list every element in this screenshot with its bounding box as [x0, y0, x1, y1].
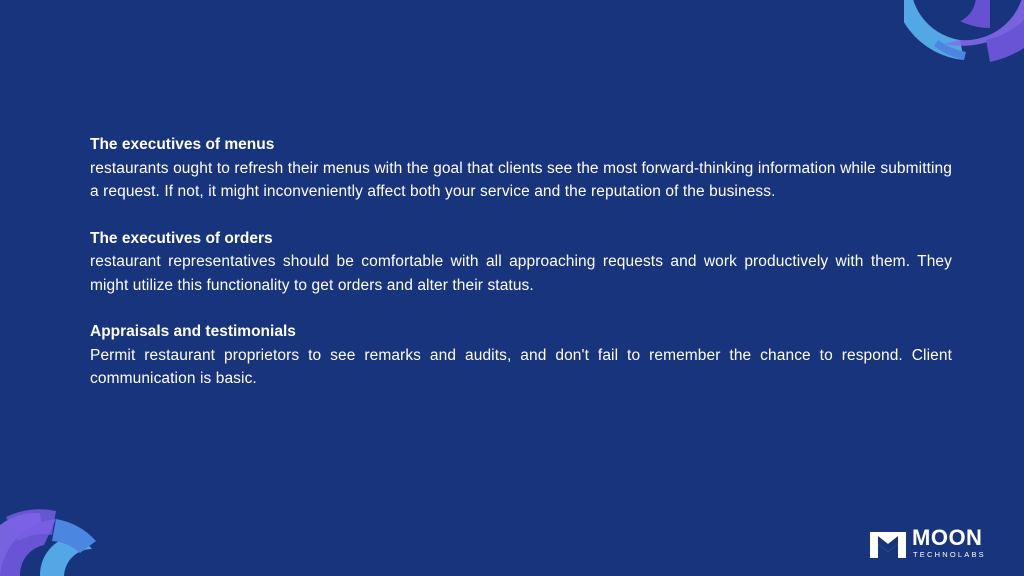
section-heading: Appraisals and testimonials — [90, 323, 296, 340]
section-heading: The executives of orders — [90, 229, 273, 247]
section-testimonials — [90, 320, 952, 391]
section-body: Permit restaurant proprietors to see remarks and audits, and don't fail to remember the chance to respond. Client communication is basic. — [90, 346, 952, 387]
decorative-arcs-bottom — [0, 505, 120, 576]
decorative-arcs-top — [904, 0, 1024, 70]
section-heading: The executives of menus — [90, 136, 275, 153]
section-body: restaurants ought to refresh their menus with the goal that clients see the most forward-thinking information while submitting a request. If not, it might inconveniently affect both your service and the reputation of the business. — [90, 159, 952, 200]
logo-subtitle: TECHNOLABS — [913, 550, 986, 559]
moon-technolabs-logo — [868, 525, 998, 562]
logo-wordmark: MOON — [912, 525, 983, 550]
moon-logo-icon — [868, 530, 908, 560]
section-body: restaurant representatives should be comfortable with all approaching requests and work productively with them. They might utilize this functionality to get orders and alter their status. — [90, 253, 952, 294]
section-menus — [90, 133, 952, 204]
section-orders — [90, 227, 952, 298]
content-area — [90, 133, 952, 414]
